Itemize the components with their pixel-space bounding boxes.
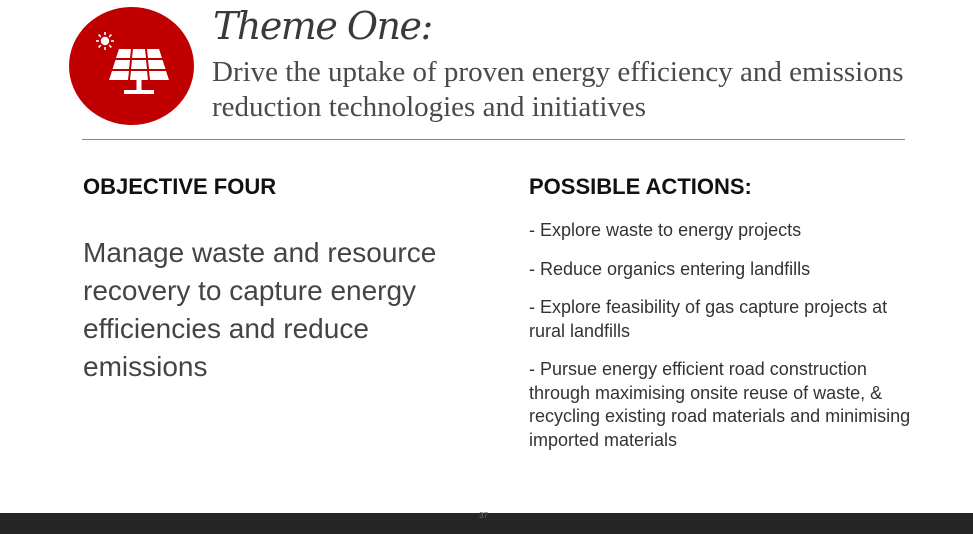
theme-badge [69, 7, 194, 125]
action-item: - Pursue energy efficient road construction through maximising onsite reuse of waste, & recycling existing road materials and minimising imported materials [529, 359, 911, 450]
actions-list [529, 219, 919, 467]
action-item: - Explore waste to energy projects [529, 220, 802, 240]
theme-subtitle: Drive the uptake of proven energy efficiency and emissions reduction technologies and initiatives [212, 56, 904, 123]
theme-title: Theme One: [213, 4, 432, 48]
actions-heading: POSSIBLE ACTIONS: [529, 174, 752, 199]
page-number: 37 [479, 511, 488, 520]
divider [82, 139, 905, 140]
objective-text: Manage waste and resource recovery to capture energy efficiencies and reduce emissions [83, 237, 437, 382]
action-item: - Reduce organics entering landfills [529, 258, 811, 279]
objective-heading: OBJECTIVE FOUR [83, 174, 277, 199]
solar-panel-icon [69, 7, 194, 125]
action-item: - Explore feasibility of gas capture projects at rural landfills [529, 297, 888, 341]
